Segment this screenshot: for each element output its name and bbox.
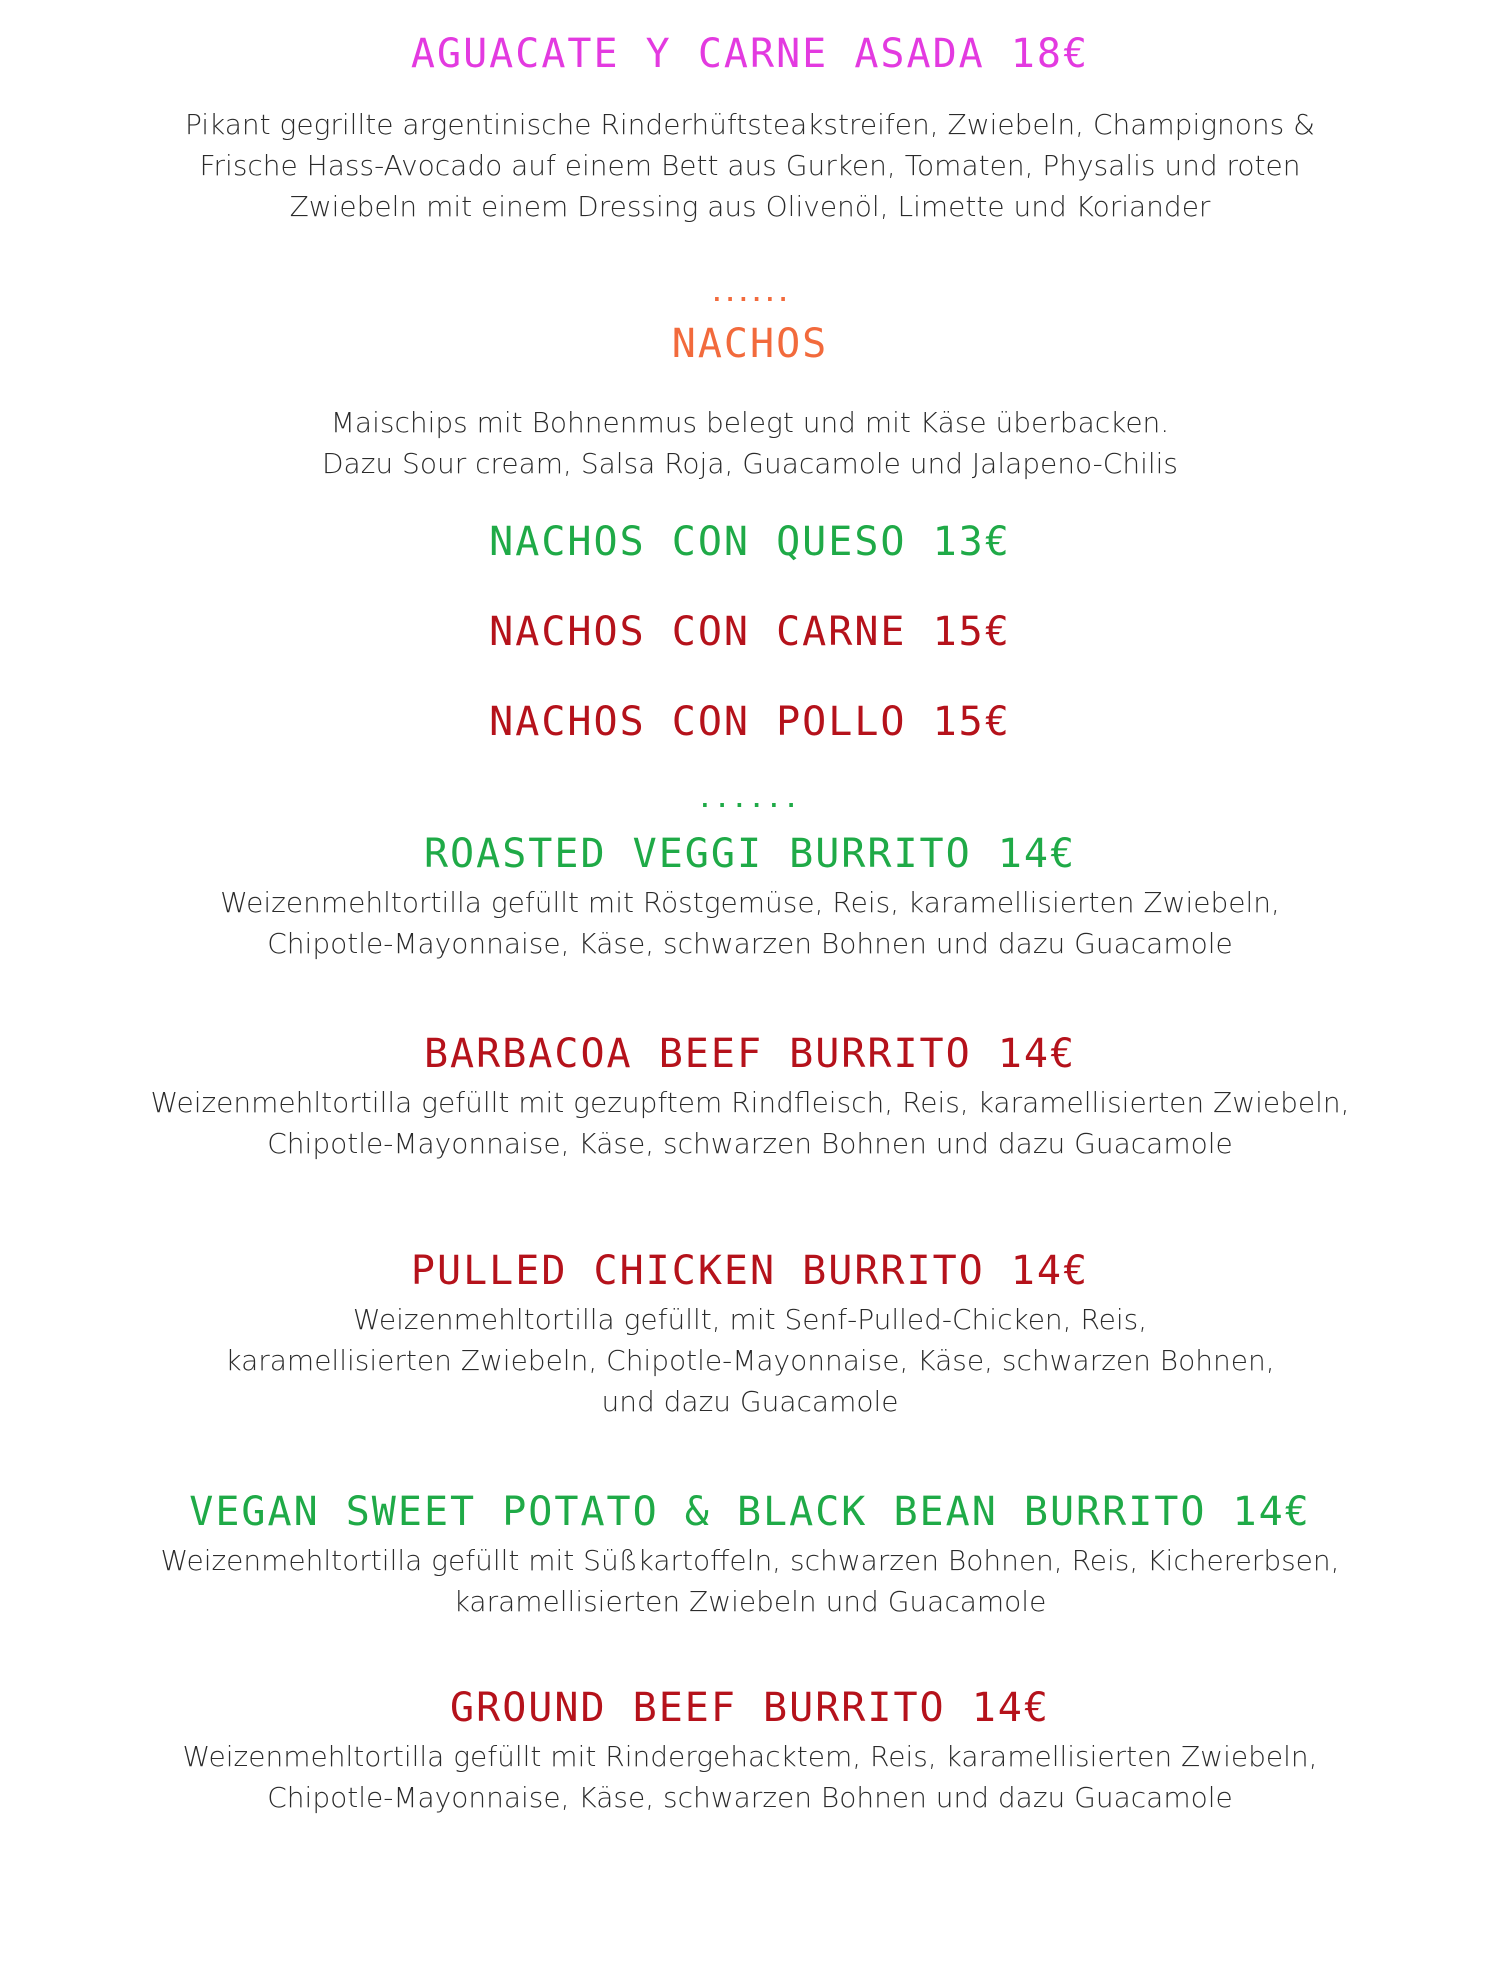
ground-beef-burrito-description: Weizenmehltortilla gefüllt mit Rindergehacktem, Reis, karamellisierten Zwiebeln, Chipotle-Mayonnaise, Käse, schwarzen Bohnen und dazu Guacamole [182, 1740, 1318, 1814]
vegan-sweet-potato-burrito-description: Weizenmehltortilla gefüllt mit Süßkartoffeln, schwarzen Bohnen, Reis, Kichererbsen, karamellisierten Zwiebeln und Guacamole [160, 1544, 1340, 1618]
nachos-con-queso: NACHOS CON QUESO 13€ [489, 519, 1011, 565]
aguacate-description: Pikant gegrillte argentinische Rinderhüftsteakstreifen, Zwiebeln, Champignons & Frische Hass-Avocado auf einem Bett aus Gurken, Tomaten, Physalis und roten Zwiebeln mit einem Dressing aus Olivenöl, Limette und Koriander [185, 108, 1315, 223]
pulled-chicken-burrito-title: PULLED CHICKEN BURRITO 14€ [410, 1248, 1090, 1294]
roasted-veggi-burrito-title: ROASTED VEGGI BURRITO 14€ [423, 831, 1077, 877]
pulled-chicken-burrito-description: Weizenmehltortilla gefüllt, mit Senf-Pulled-Chicken, Reis, karamellisierten Zwiebeln, Chipotle-Mayonnaise, Käse, schwarzen Bohnen, und dazu Guacamole [225, 1303, 1275, 1418]
nachos-heading: NACHOS [671, 321, 829, 367]
roasted-veggi-burrito-description: Weizenmehltortilla gefüllt mit Röstgemüse, Reis, karamellisierten Zwiebeln, Chipotle-Mayonnaise, Käse, schwarzen Bohnen und dazu Guacamole [220, 886, 1280, 960]
barbacoa-beef-burrito-description: Weizenmehltortilla gefüllt mit gezupftem Rindfleisch, Reis, karamellisierten Zwiebeln, Chipotle-Mayonnaise, Käse, schwarzen Bohnen und dazu Guacamole [150, 1086, 1350, 1160]
ground-beef-burrito-title: GROUND BEEF BURRITO 14€ [450, 1685, 1050, 1731]
nachos-separator-dots: ...... [710, 282, 790, 307]
nachos-con-pollo: NACHOS CON POLLO 15€ [489, 699, 1011, 745]
nachos-description: Maischips mit Bohnenmus belegt und mit Käse überbacken. Dazu Sour cream, Salsa Roja, Guacamole und Jalapeno-Chilis [321, 406, 1178, 480]
aguacate-title: AGUACATE Y CARNE ASADA 18€ [410, 31, 1090, 77]
burritos-separator-dots: ...... [698, 788, 802, 813]
nachos-con-carne: NACHOS CON CARNE 15€ [489, 609, 1011, 655]
vegan-sweet-potato-burrito-title: VEGAN SWEET POTATO & BLACK BEAN BURRITO 14€ [189, 1489, 1311, 1535]
barbacoa-beef-burrito-title: BARBACOA BEEF BURRITO 14€ [423, 1031, 1077, 1077]
